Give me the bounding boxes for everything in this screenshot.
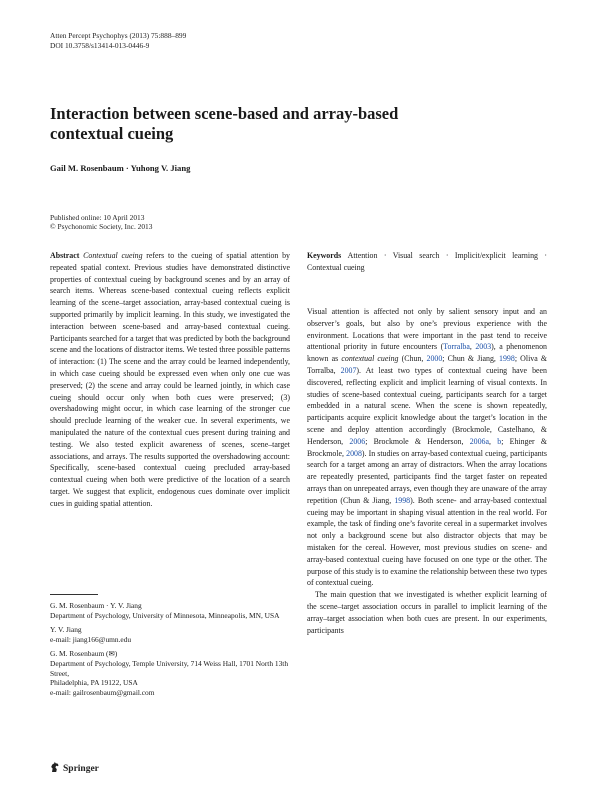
text-run: Visual attention is affected not only by salient sensory input and an observer’s goals, but also by one’s previous experience with the environment. Locations that were important in the past tend to receive attentional priority in future encounters ( [307, 307, 547, 352]
citation-link[interactable]: 2006a [469, 436, 490, 446]
publisher-footer [50, 762, 99, 776]
text-run: ; Ehinger & Brockmole, [307, 436, 547, 458]
published-date: Published online: 10 April 2013 [50, 213, 145, 222]
text-run: ). At least two types of contextual cueing have been discovered, reflecting explicit and implicit learning of visual contexts. In studies of scene-based contextual cueing, participants search for a target embedded in a natural scene. When the scene is shown repeatedly, participants acquire explicit knowledge about the target’s location in the scene and deploy attention accordingly (Brockmole, Castelhano, & Henderson, [307, 365, 547, 446]
text-run: ; Chun & Jiang, [442, 354, 500, 364]
keywords-label: Keywords [307, 251, 342, 260]
citation-link[interactable]: Torralba [443, 342, 470, 352]
citation-link[interactable]: 2008 [346, 448, 362, 458]
text-run: ). Both scene- and array-based contextual cueing may be important in shaping visual attention in the real world. For example, the task of finding one’s favorite cereal in a supermarket involves not only a background scene but also distractor objects that may be mistaken for the cereal. However, most previous studies on scene- and array-based contextual cueing have focused on one type or the other. The purpose of this study is to examine the relationship between these two types of contextual cueing. [307, 495, 547, 588]
text-run: ; Oliva & Torralba, [307, 354, 548, 375]
keywords-section [307, 250, 547, 274]
introduction-body [307, 306, 547, 636]
affiliation-block [50, 625, 290, 644]
body-paragraph-2: The main question that we investigated is whether explicit learning of the scene–target association occurs in parallel to implicit learning of the array–target association when both cues are present. In our experiments, participants [307, 590, 547, 635]
citation-link[interactable]: 2006 [349, 436, 366, 446]
citation-link[interactable]: 1998 [394, 495, 411, 505]
copyright-line: © Psychonomic Society, Inc. 2013 [50, 222, 153, 231]
text-run: ; Brockmole & Henderson, [365, 436, 470, 446]
citation-link[interactable]: 1998 [499, 354, 515, 364]
italic-term: contextual cueing [341, 354, 399, 364]
text-run: ). In studies on array-based contextual cueing, participants search for a target among an array of distractors. When the array locations are repeatedly presented, participants find the target faster on repeated arrays than on unrepeated arrays, even though they are unaware of the array repetition (Chun & Jiang, [307, 448, 547, 505]
affiliation-block [50, 649, 290, 697]
text-run: , [489, 436, 498, 446]
affiliation-line: Philadelphia, PA 19122, USA [50, 678, 138, 688]
body-paragraph-1 [307, 306, 547, 589]
journal-citation: Atten Percept Psychophys (2013) 75:888–899 [50, 31, 187, 40]
affiliation-line: Department of Psychology, Temple University, 714 Weiss Hall, 1701 North 13th Street, [50, 658, 289, 678]
citation-link[interactable]: 2007 [340, 365, 357, 375]
citation-link[interactable]: b [497, 436, 502, 446]
abstract-section [50, 250, 290, 510]
affiliation-divider [50, 594, 98, 595]
keywords-text: Attention · Visual search · Implicit/explicit learning · Contextual cueing [307, 251, 547, 272]
article-title: Interaction between scene-based and array-based contextual cueing [50, 104, 399, 143]
citation-link[interactable]: 2000 [426, 354, 443, 364]
publisher-name: Springer [63, 764, 99, 774]
springer-horse-icon [50, 760, 60, 778]
text-run: , [469, 342, 476, 352]
doi: DOI 10.3758/s13414-013-0446-9 [50, 41, 150, 50]
author-list: Gail M. Rosenbaum · Yuhong V. Jiang [50, 163, 191, 173]
affiliation-line: G. M. Rosenbaum (✉) [50, 649, 118, 659]
affiliation-line: e-mail: gailrosenbaum@gmail.com [50, 687, 155, 697]
text-run: (Chun, [398, 354, 427, 364]
affiliation-block [50, 601, 290, 620]
citation-link[interactable]: 2003 [475, 342, 492, 352]
abstract-lead-term: Contextual cueing [83, 251, 143, 260]
affiliations [50, 601, 290, 702]
abstract-body: refers to the cueing of spatial attention by repeated spatial context. Previous studies have demonstrated distinctive properties of contextual cueing by background scenes and by an array of search items. Whereas scene-based contextual cueing reflects explicit learning of the scene–target association, array-based contextual cueing is supported primarily by implicit learning. In this study, we investigated the interaction between scene-based and array-based contextual cueing. Participants searched for a target that was predicted by both the background scene and the locations of distractor items. We tested three possible patterns of interaction: (1) The scene and the array could be learned independently, in which case cueing should be expressed even when only one cue was preserved; (2) the scene and array could be learned jointly, in which case cueing should occur only when both cues were preserved; (3) overshadowing might occur, in which case learning of the stronger cue should preclude learning of the weaker cue. In several experiments, we manipulated the nature of the contextual cues present during training and testing. We also tested explicit awareness of scenes, scene–target associations, and arrays. The results supported the overshadowing account: Specifically, scene-based contextual cueing precluded array-based contextual cueing when both were predictive of the location of a search target. We suggest that explicit, endogenous cues dominate over implicit cues in guiding spatial attention. [50, 251, 290, 508]
affiliation-line: G. M. Rosenbaum · Y. V. Jiang [50, 601, 142, 610]
affiliation-line: Y. V. Jiang [50, 625, 82, 635]
text-run: ), a phenomenon known as [307, 342, 547, 364]
affiliation-line: e-mail: jiang166@umn.edu [50, 634, 132, 644]
abstract-label: Abstract [50, 251, 80, 260]
affiliation-line: Department of Psychology, University of Minnesota, Minneapolis, MN, USA [50, 610, 280, 620]
